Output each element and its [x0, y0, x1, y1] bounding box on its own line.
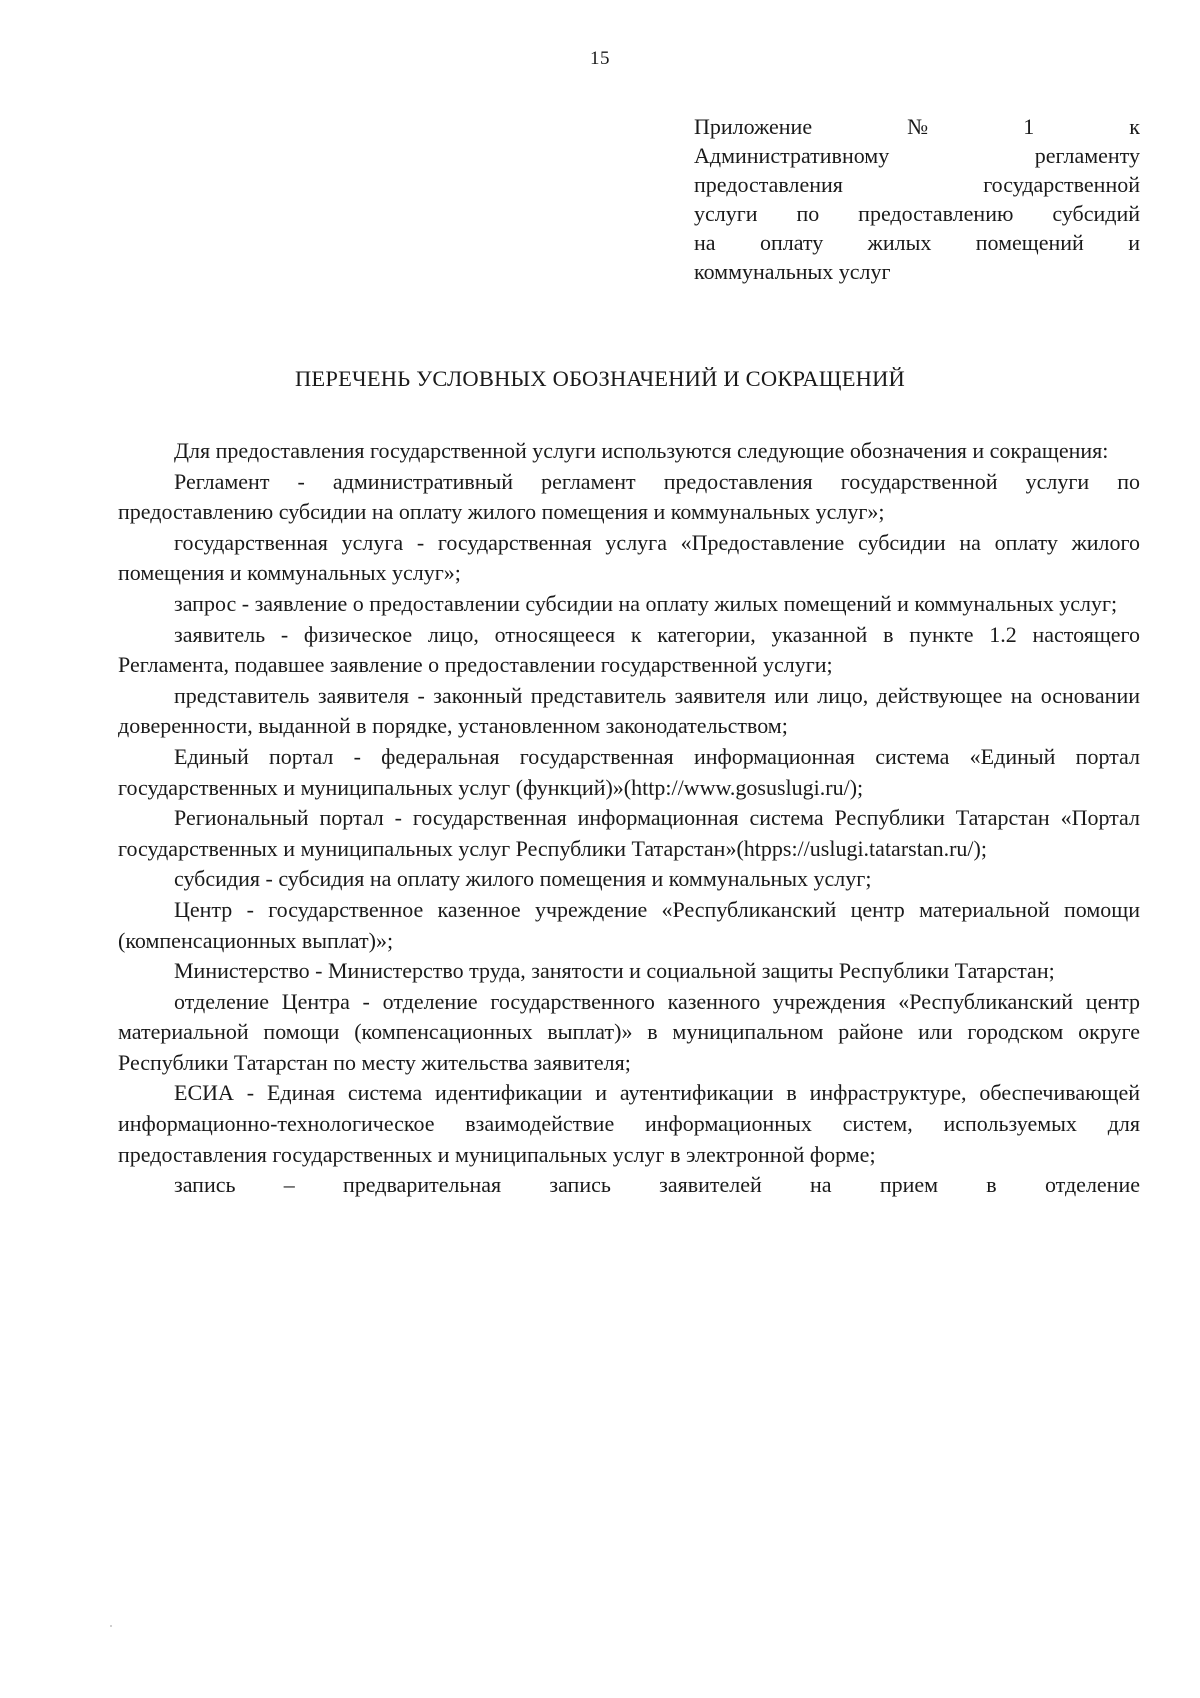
appendix-line-2: Административному регламенту [694, 143, 1140, 168]
paragraph: запрос - заявление о предоставлении субсидии на оплату жилых помещений и коммунальных услуг; [174, 590, 1118, 616]
paragraph: субсидия - субсидия на оплату жилого помещения и коммунальных услуг; [174, 866, 872, 892]
appendix-word: № [907, 114, 929, 139]
appendix-line-4: услуги по предоставлению субсидий [694, 201, 1140, 226]
appendix-line-6: коммунальных услуг [694, 259, 891, 284]
appendix-line-5: на оплату жилых помещений и [694, 230, 1140, 255]
document-title: ПЕРЕЧЕНЬ УСЛОВНЫХ ОБОЗНАЧЕНИЙ И СОКРАЩЕНИЙ [294, 366, 905, 391]
document-body [118, 436, 1140, 1201]
appendix-line-3: предоставления государственной [694, 172, 1140, 197]
appendix-word: к [1129, 114, 1140, 139]
paragraph: Для предоставления государственной услуги используются следующие обозначения и сокращения: [174, 438, 1109, 463]
scan-speck [110, 1625, 112, 1627]
page-number: 15 [590, 48, 610, 69]
paragraph: заявитель - физическое лицо, относящееся к категории, указанной в пункте 1.2 настоящего Регламента, подавшее заявление о предоставлении государственной услуги; [118, 621, 1140, 678]
paragraph: Региональный портал - государственная информационная система Республики Татарстан «Портал государственных и муниципальных услуг Республики Татарстан»(htpps://uslugi.tatarstan.ru/); [118, 805, 1140, 861]
appendix-word: Приложение [694, 114, 813, 139]
appendix-word: 1 [1023, 114, 1035, 139]
paragraph: Министерство - Министерство труда, занятости и социальной защиты Республики Татарстан; [174, 958, 1055, 984]
paragraph: Центр - государственное казенное учреждение «Республиканский центр материальной помощи (компенсационных выплат)»; [118, 896, 1140, 953]
appendix-header [694, 112, 1140, 286]
paragraph: Регламент - административный регламент предоставления государственной услуги по предоставлению субсидии на оплату жилого помещения и коммунальных услуг»; [118, 468, 1140, 525]
appendix-line-1 [694, 112, 1140, 141]
paragraph: ЕСИА - Единая система идентификации и аутентификации в инфраструктуре, обеспечивающей информационно-технологическое взаимодействие информационных систем, используемых для предоставления государственных и муниципальных услуг в электронной форме; [118, 1080, 1140, 1167]
paragraph: отделение Центра - отделение государственного казенного учреждения «Республиканский центр материальной помощи (компенсационных выплат)» в муниципальном районе или городском округе Республики Татарстан по месту жительства заявителя; [118, 988, 1140, 1075]
paragraph: государственная услуга - государственная услуга «Предоставление субсидии на оплату жилого помещения и коммунальных услуг»; [118, 529, 1140, 586]
paragraph: запись – предварительная запись заявителей на прием в отделение [174, 1172, 1140, 1198]
paragraph: представитель заявителя - законный представитель заявителя или лицо, действующее на основании доверенности, выданной в порядке, установленном законодательством; [118, 682, 1140, 739]
paragraph: Единый портал - федеральная государственная информационная система «Единый портал государственных и муниципальных услуг (функций)»(http://www.gosuslugi.ru/); [118, 743, 1140, 800]
